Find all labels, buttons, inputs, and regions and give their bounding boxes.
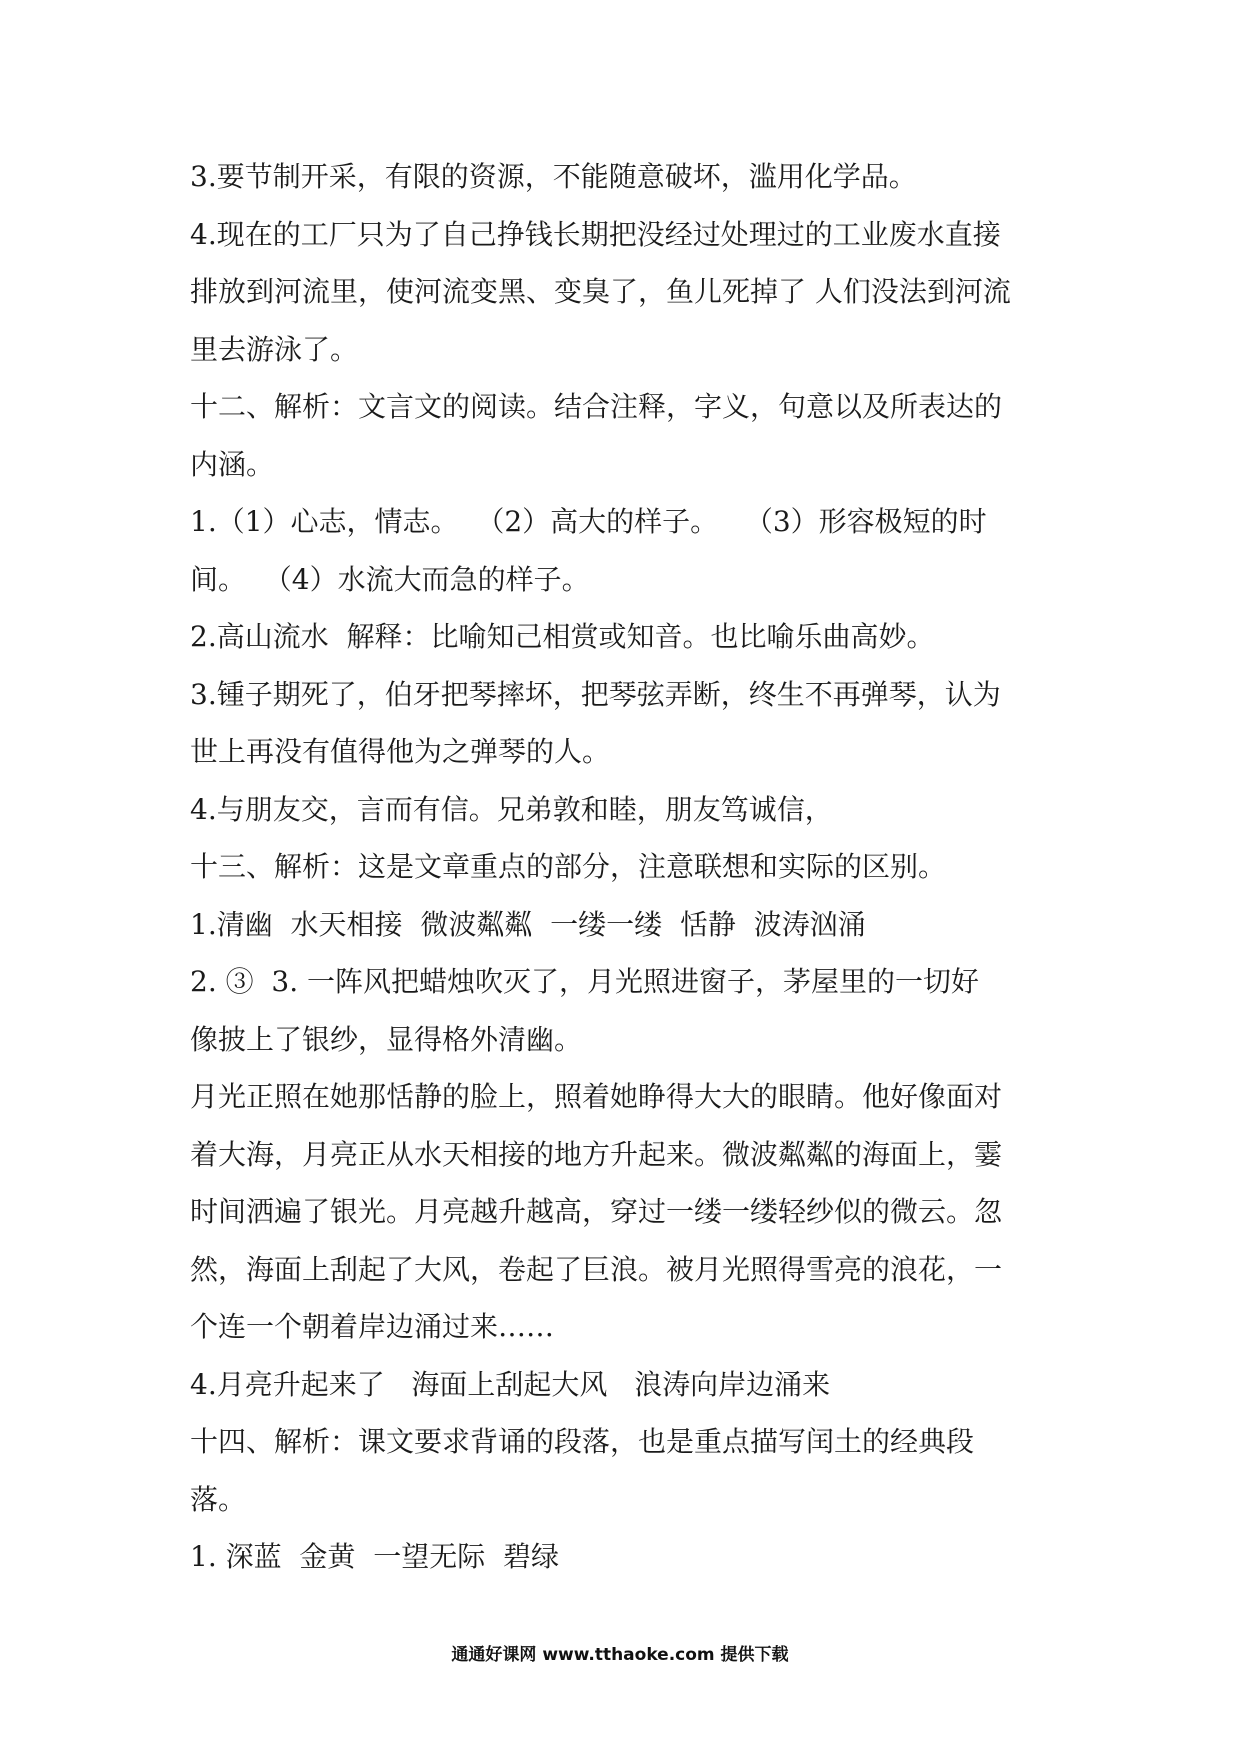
text-line: 3.要节制开采，有限的资源，不能随意破坏，滥用化学品。 — [190, 160, 917, 193]
text-line: 2.高山流水 解释：比喻知己相赏或知音。也比喻乐曲高妙。 — [190, 620, 935, 653]
page-footer: 通通好课网 www.tthaoke.com 提供下载 — [451, 1645, 789, 1665]
document-body — [190, 148, 1070, 1586]
text-line: 4.现在的工厂只为了自己挣钱长期把没经过处理过的工业废水直接 — [190, 217, 1001, 251]
text-line: 4.月亮升起来了 海面上刮起大风 浪涛向岸边涌来 — [190, 1367, 831, 1401]
text-line: 着大海，月亮正从水天相接的地方升起来。微波粼粼的海面上，霎 — [190, 1137, 1003, 1171]
text-line: 世上再没有值得他为之弹琴的人。 — [190, 735, 611, 768]
text-line: 时间洒遍了银光。月亮越升越高，穿过一缕一缕轻纱似的微云。忽 — [190, 1195, 1003, 1228]
section-heading: 十三、解析：这是文章重点的部分，注意联想和实际的区别。 — [190, 850, 947, 883]
text-line: 4.与朋友交，言而有信。兄弟敦和睦，朋友笃诚信， — [190, 792, 833, 826]
text-line: 3.锺子期死了，伯牙把琴摔坏，把琴弦弄断，终生不再弹琴，认为 — [190, 677, 1001, 711]
text-line: 排放到河流里，使河流变黑、变臭了，鱼儿死掉了 人们没法到河流 — [190, 275, 1011, 308]
text-line: 像披上了银纱，显得格外清幽。 — [190, 1022, 583, 1056]
text-line: 里去游泳了。 — [190, 332, 359, 366]
text-line: 1.（1）心志，情志。 （2）高大的样子。 （3）形容极短的时 — [190, 505, 987, 538]
text-line: 间。 （4）水流大而急的样子。 — [190, 562, 590, 596]
text-line: 1.清幽 水天相接 微波粼粼 一缕一缕 恬静 波涛汹涌 — [190, 907, 866, 941]
text-line: 内涵。 — [190, 447, 275, 481]
text-line: 1. 深蓝 金黄 一望无际 碧绿 — [190, 1540, 560, 1573]
text-line: 落。 — [190, 1482, 247, 1516]
text-line: 然，海面上刮起了大风，卷起了巨浪。被月光照得雪亮的浪花，一 — [190, 1252, 1003, 1286]
text-line: 2. ③ 3. 一阵风把蜡烛吹灭了，月光照进窗子，茅屋里的一切好 — [190, 965, 980, 998]
section-heading: 十二、解析：文言文的阅读。结合注释，字义，句意以及所表达的 — [190, 390, 1003, 423]
section-heading: 十四、解析：课文要求背诵的段落，也是重点描写闰土的经典段 — [190, 1425, 975, 1458]
text-line: 月光正照在她那恬静的脸上，照着她睁得大大的眼睛。他好像面对 — [190, 1080, 1003, 1113]
text-line: 个连一个朝着岸边涌过来…… — [190, 1310, 555, 1343]
